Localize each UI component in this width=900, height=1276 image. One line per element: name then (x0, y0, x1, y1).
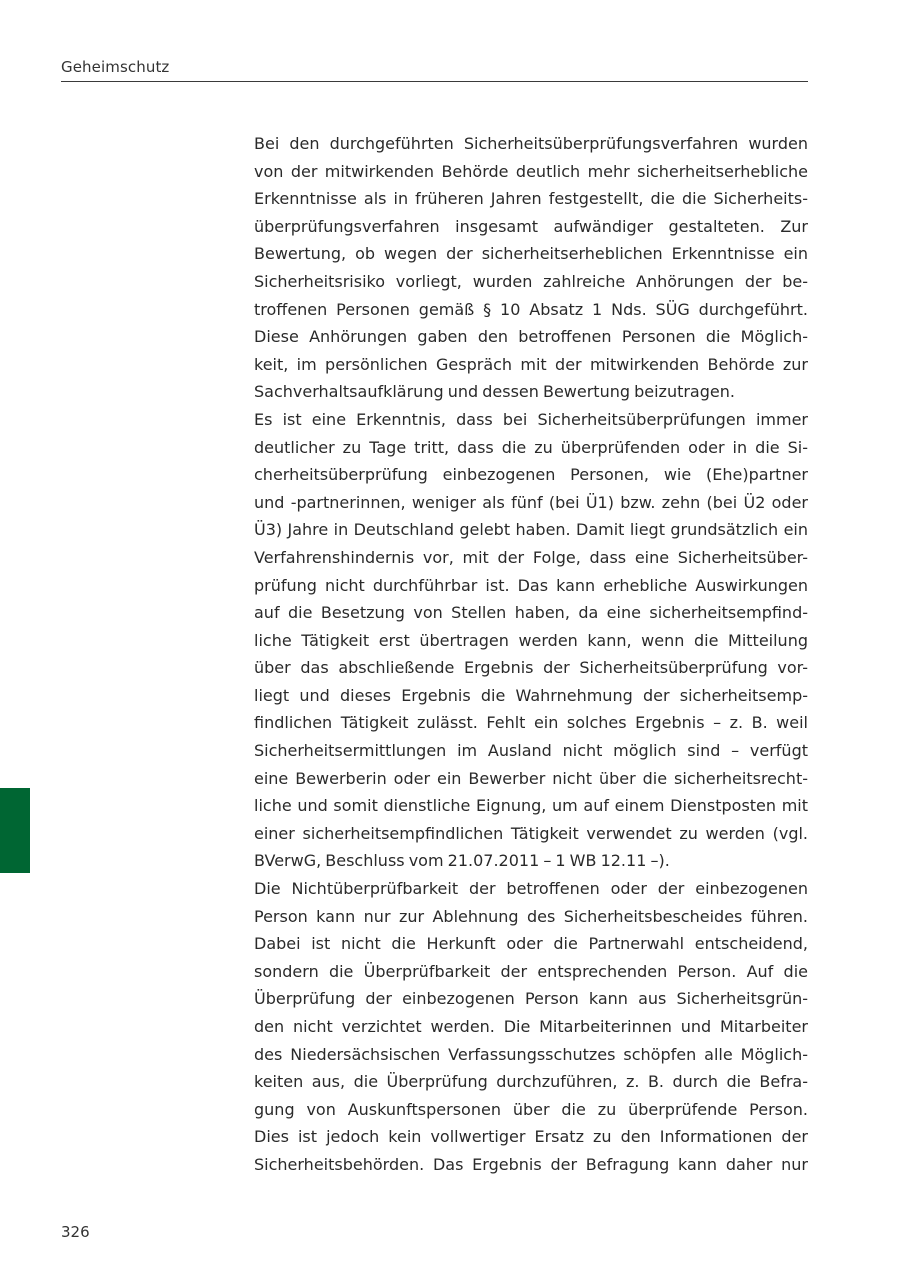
text-line: troffenen Personen gemäß § 10 Absatz 1 Nds. SÜG durchgeführt. (254, 299, 808, 319)
text-line: über das abschließende Ergebnis der Sicherheitsüberprüfung vor- (254, 658, 808, 678)
text-line: liche und somit dienstliche Eignung, um auf einem Dienstposten mit (254, 796, 808, 816)
text-line: keit, im persönlichen Gespräch mit der mitwirkenden Behörde zur (254, 354, 808, 374)
text-line: cherheitsüberprüfung einbezogenen Personen, wie (Ehe)partner (254, 465, 808, 485)
text-line: Dabei ist nicht die Herkunft oder die Partnerwahl entscheidend, (254, 934, 808, 954)
text-line: Dies ist jedoch kein vollwertiger Ersatz zu den Informationen der (254, 1127, 808, 1147)
text-line: den nicht verzichtet werden. Die Mitarbeiterinnen und Mitarbeiter (254, 1017, 808, 1036)
text-line: deutlicher zu Tage tritt, dass die zu überprüfenden oder in die Si- (254, 437, 808, 457)
text-line: Erkenntnisse als in früheren Jahren festgestellt, die die Sicherheits- (254, 189, 808, 209)
text-line: eine Bewerberin oder ein Bewerber nicht über die sicherheitsrecht- (254, 768, 808, 788)
text-line: Überprüfung der einbezogenen Person kann aus Sicherheitsgrün- (254, 989, 808, 1009)
text-line: Ü3) Jahre in Deutschland gelebt haben. Damit liegt grundsätzlich ein (254, 520, 808, 540)
text-line: BVerwG, Beschluss vom 21.07.2011 – 1 WB 12.11 –). (254, 851, 670, 871)
body-text (254, 130, 808, 1179)
text-line: einer sicherheitsempfindlichen Tätigkeit verwendet zu werden (vgl. (254, 823, 808, 843)
text-line: Sicherheitsbehörden. Das Ergebnis der Befragung kann daher nur (254, 1154, 808, 1174)
text-line: überprüfungsverfahren insgesamt aufwändiger gestalteten. Zur (254, 216, 808, 236)
text-line: prüfung nicht durchführbar ist. Das kann erhebliche Auswirkungen (254, 575, 808, 595)
text-line: Diese Anhörungen gaben den betroffenen Personen die Möglich- (254, 327, 808, 347)
text-line: Bei den durchgeführten Sicherheitsüberprüfungsverfahren wurden (254, 134, 808, 153)
text-line: findlichen Tätigkeit zulässt. Fehlt ein solches Ergebnis – z. B. weil (254, 713, 808, 733)
text-line: des Niedersächsischen Verfassungsschutzes schöpfen alle Möglich- (254, 1044, 808, 1064)
text-line: Sicherheitsermittlungen im Ausland nicht möglich sind – verfügt (254, 741, 808, 761)
text-line: liche Tätigkeit erst übertragen werden kann, wenn die Mitteilung (254, 630, 808, 650)
text-line: Die Nichtüberprüfbarkeit der betroffenen oder der einbezogenen (254, 879, 808, 899)
text-line: sondern die Überprüfbarkeit der entsprechenden Person. Auf die (254, 961, 808, 981)
text-line: Bewertung, ob wegen der sicherheitserheblichen Erkenntnisse ein (254, 244, 808, 264)
text-line: keiten aus, die Überprüfung durchzuführen, z. B. durch die Befra- (254, 1072, 808, 1092)
text-line: liegt und dieses Ergebnis die Wahrnehmung der sicherheitsemp- (254, 685, 808, 705)
text-line: von der mitwirkenden Behörde deutlich mehr sicherheitserhebliche (254, 161, 808, 181)
text-line: Verfahrenshindernis vor, mit der Folge, dass eine Sicherheitsüber- (254, 547, 808, 567)
section-marker-tab (0, 788, 30, 873)
text-line: Sachverhaltsaufklärung und dessen Bewertung beizutragen. (254, 382, 735, 402)
text-line: gung von Auskunftspersonen über die zu überprüfende Person. (254, 1099, 808, 1119)
text-line: Person kann nur zur Ablehnung des Sicherheitsbescheides führen. (254, 906, 808, 926)
header-rule (61, 81, 808, 82)
text-line: auf die Besetzung von Stellen haben, da eine sicherheitsempfind- (254, 603, 808, 623)
page-number: 326 (61, 1223, 90, 1241)
text-line: Sicherheitsrisiko vorliegt, wurden zahlreiche Anhörungen der be- (254, 271, 808, 291)
text-line: Es ist eine Erkenntnis, dass bei Sicherheitsüberprüfungen immer (254, 409, 808, 429)
text-line: und -partnerinnen, weniger als fünf (bei Ü1) bzw. zehn (bei Ü2 oder (254, 492, 808, 512)
running-head-title: Geheimschutz (61, 58, 170, 76)
